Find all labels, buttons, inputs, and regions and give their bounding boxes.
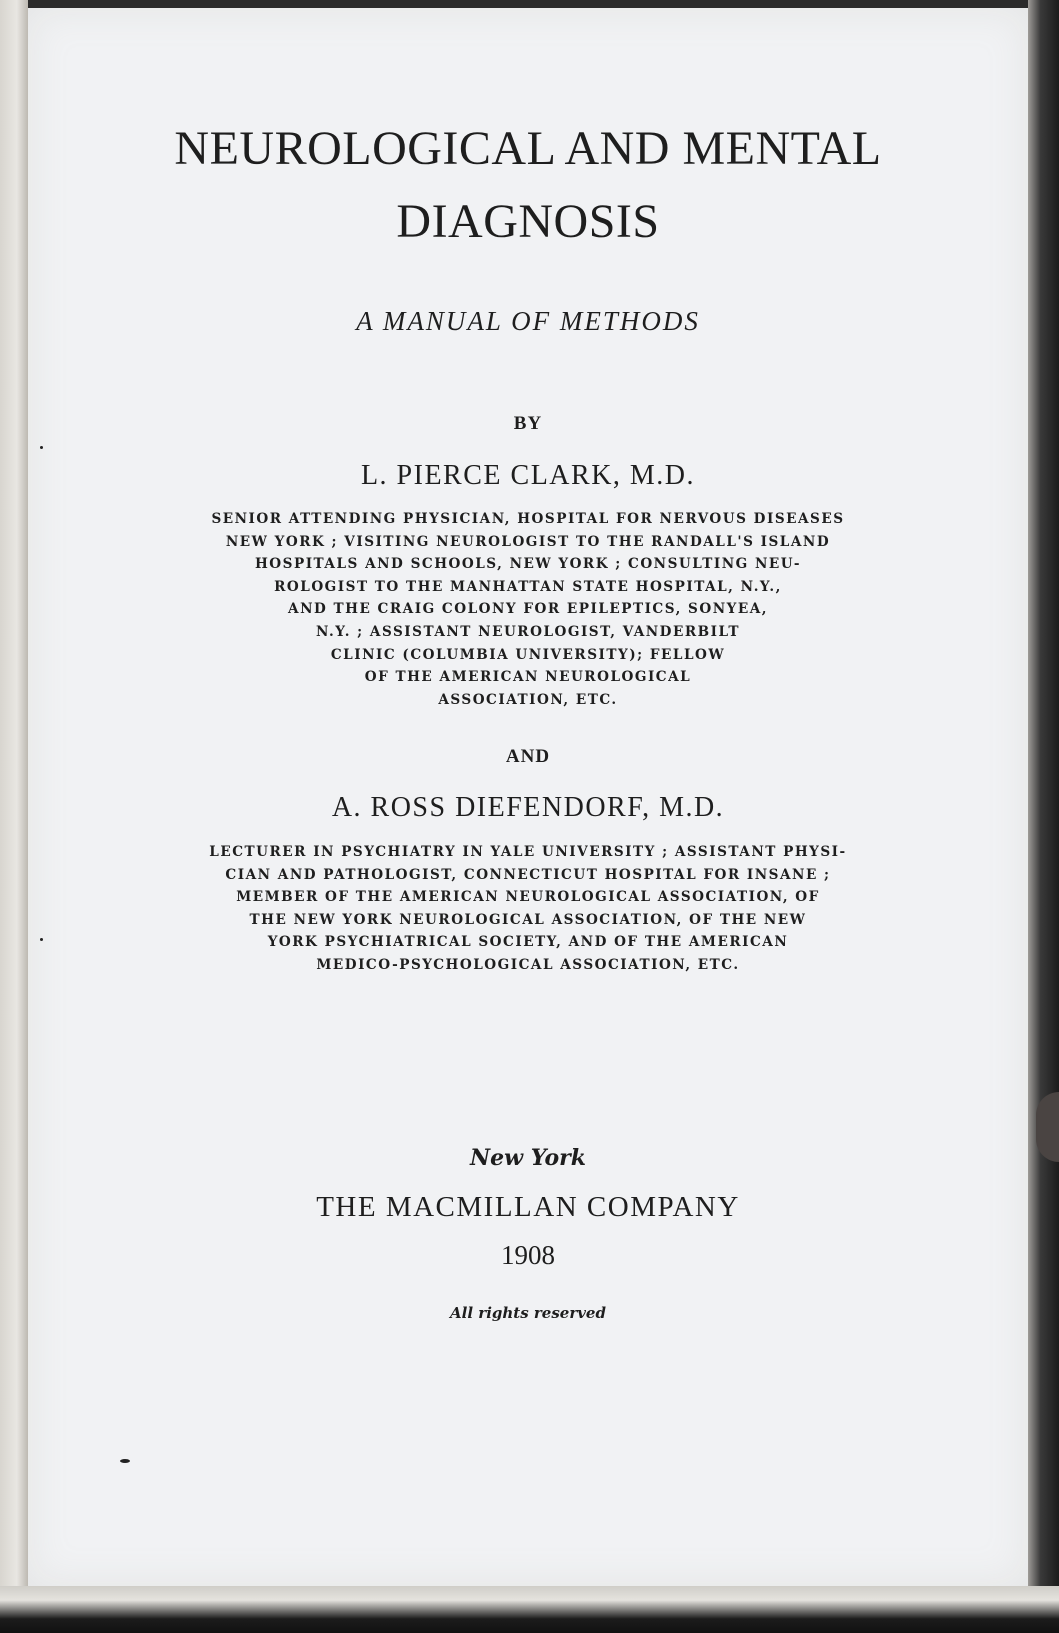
credential-line: LECTURER IN PSYCHIATRY IN YALE UNIVERSITY ; ASSISTANT PHYSI-: [209, 844, 847, 860]
book-title-line-2: DIAGNOSIS: [396, 195, 660, 248]
credential-line: NEW YORK ; VISITING NEUROLOGIST TO THE RANDALL'S ISLAND: [225, 533, 831, 550]
credential-line: HOSPITALS AND SCHOOLS, NEW YORK ; CONSULTING NEU-: [254, 556, 802, 573]
book-title-line-1: NEUROLOGICAL AND MENTAL: [174, 122, 882, 175]
ink-speck: [40, 446, 43, 449]
credential-line: MEDICO-PSYCHOLOGICAL ASSOCIATION, ETC.: [316, 956, 740, 973]
author-2-name: A. ROSS DIEFENDORF, M.D.: [331, 792, 725, 823]
thumb-tab: [1036, 1092, 1059, 1162]
author-2-credentials: [28, 841, 1028, 977]
credential-line: SENIOR ATTENDING PHYSICIAN, HOSPITAL FOR NERVOUS DISEASES: [211, 511, 845, 527]
credential-line: CIAN AND PATHOLOGIST, CONNECTICUT HOSPITAL FOR INSANE ;: [225, 866, 831, 883]
by-label: BY: [513, 413, 543, 434]
credential-line: OF THE AMERICAN NEUROLOGICAL: [364, 669, 692, 686]
publication-year: 1908: [501, 1240, 555, 1270]
and-label: AND: [505, 746, 551, 767]
publisher-name: THE MACMILLAN COMPANY: [316, 1191, 740, 1223]
publication-place: New York: [469, 1145, 586, 1171]
ink-speck: [40, 938, 43, 941]
credential-line: AND THE CRAIG COLONY FOR EPILEPTICS, SONYEA,: [288, 601, 768, 618]
credential-line: ASSOCIATION, ETC.: [438, 691, 618, 708]
credential-line: MEMBER OF THE AMERICAN NEUROLOGICAL ASSOCIATION, OF: [236, 889, 820, 906]
ink-speck: [120, 1459, 130, 1463]
credential-line: ROLOGIST TO THE MANHATTAN STATE HOSPITAL, N.Y.,: [274, 578, 782, 595]
credential-line: YORK PSYCHIATRICAL SOCIETY, AND OF THE AMERICAN: [267, 934, 789, 951]
right-page-edge: [1028, 0, 1059, 1633]
rights-notice: All rights reserved: [450, 1304, 606, 1322]
credential-line: THE NEW YORK NEUROLOGICAL ASSOCIATION, OF THE NEW: [249, 911, 807, 928]
author-1-credentials: [28, 508, 1028, 711]
left-page-edge: [0, 0, 28, 1633]
author-1-name: L. PIERCE CLARK, M.D.: [360, 460, 696, 491]
bottom-page-edge: [0, 1586, 1059, 1633]
book-subtitle: A MANUAL OF METHODS: [356, 306, 700, 336]
title-page: [28, 8, 1028, 1586]
credential-line: CLINIC (COLUMBIA UNIVERSITY); FELLOW: [330, 646, 726, 663]
credential-line: N.Y. ; ASSISTANT NEUROLOGIST, VANDERBILT: [315, 623, 741, 640]
